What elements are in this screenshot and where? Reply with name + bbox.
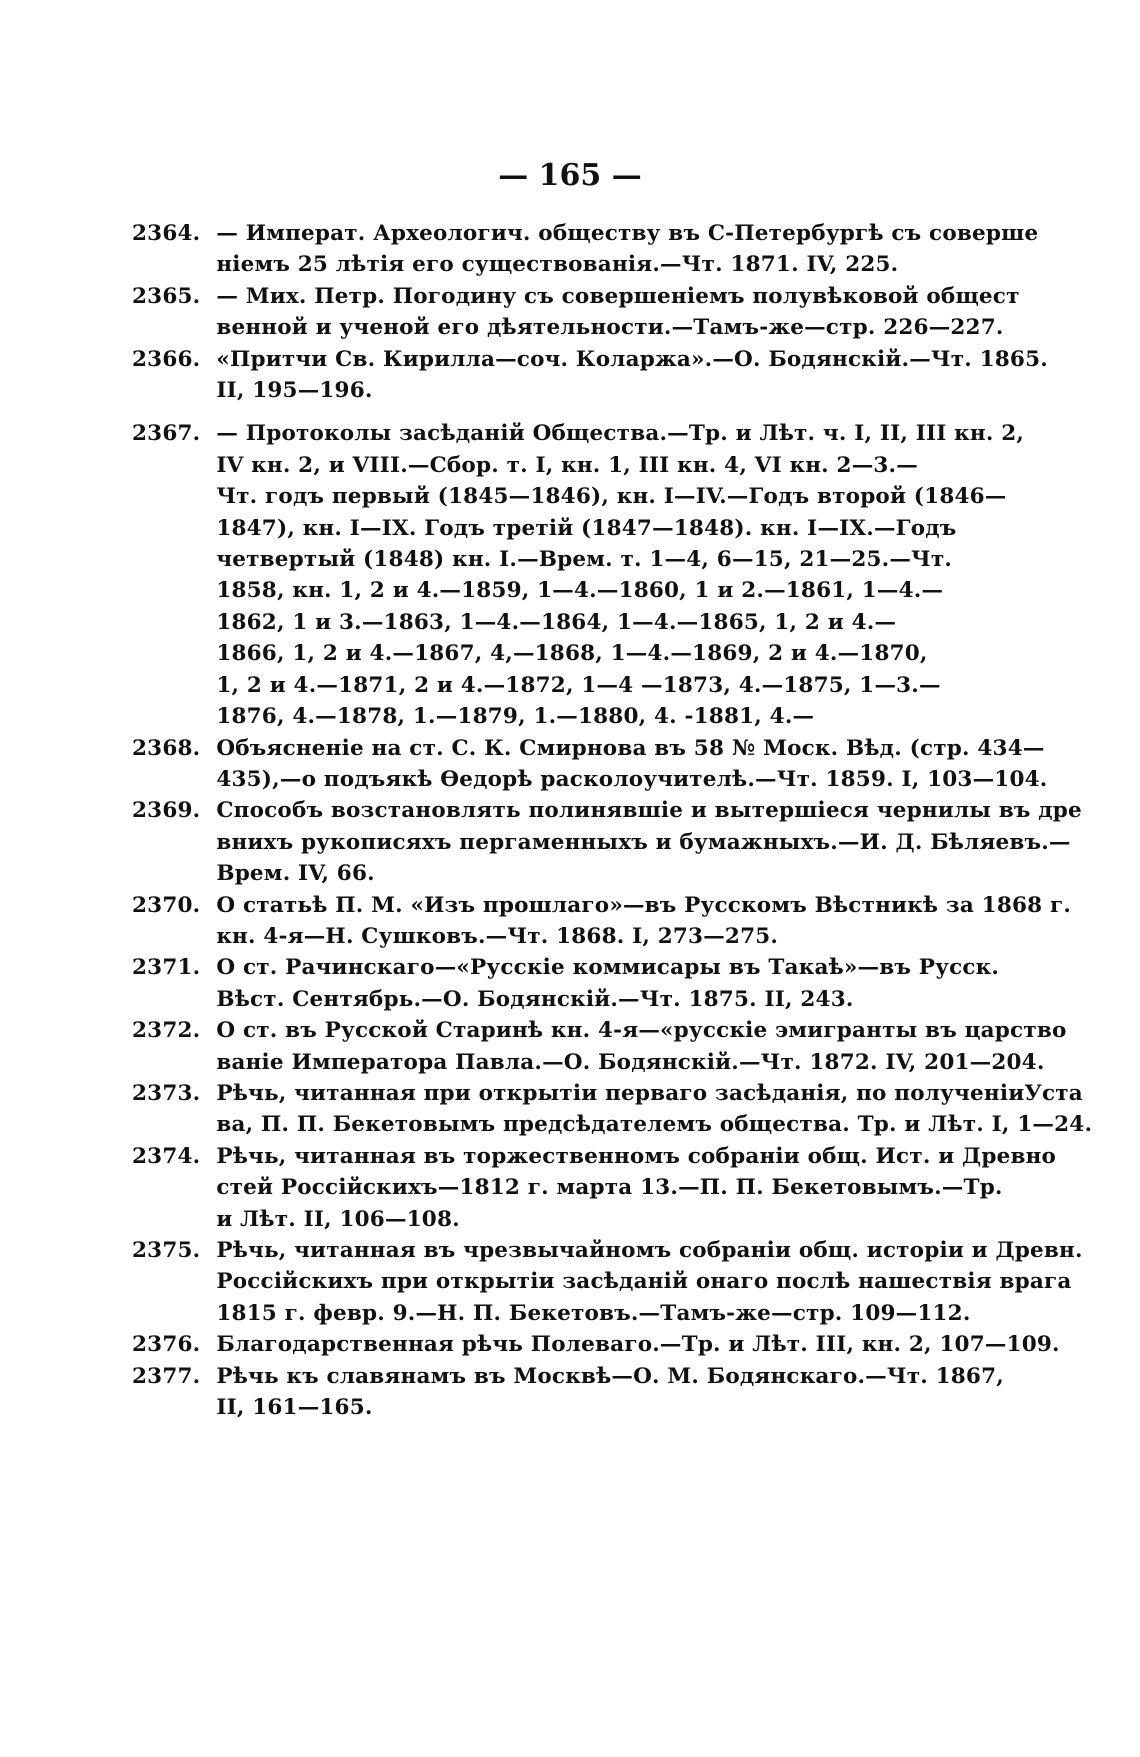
bibliography-entry	[132, 218, 1039, 281]
bibliography-entry	[132, 1015, 1067, 1078]
entry-line: 1815 г. февр. 9.—Н. П. Бекетовъ.—Тамъ-же—стр. 109—112.	[216, 1300, 971, 1326]
entry-text	[216, 418, 1024, 732]
entry-text	[216, 1361, 1004, 1424]
entry-line: четвертый (1848) кн. I.—Врем. т. 1—4, 6—15, 21—25.—Чт.	[216, 547, 953, 573]
entry-line: — Императ. Археологич. обществу въ С-Петербургѣ съ соверше	[216, 221, 1039, 246]
entry-line: 1858, кн. 1, 2 и 4.—1859, 1—4.—1860, 1 и 2.—1861, 1—4.—	[216, 578, 944, 604]
entry-line: Рѣчь, читанная при открытіи перваго засѣданія, по полученіиУста	[216, 1080, 1083, 1106]
entry-number: 2374.	[132, 1143, 201, 1169]
entry-line: О ст. Рачинскаго—«Русскіе коммисары въ Такаѣ»—въ Русск.	[216, 955, 1000, 981]
entry-line: 1866, 1, 2 и 4.—1867, 4,—1868, 1—4.—1869, 2 и 4.—1870,	[216, 641, 928, 667]
entry-text	[216, 733, 1047, 796]
entry-line: и Лѣт. II, 106—108.	[216, 1206, 460, 1232]
entry-line: Благодарственная рѣчь Полеваго.—Тр. и Лѣт. III, кн. 2, 107—109.	[216, 1332, 1060, 1358]
entry-number: 2369.	[132, 798, 201, 824]
entry-number: 2373.	[132, 1080, 201, 1106]
entry-text	[216, 1141, 1056, 1235]
entry-number: 2376.	[132, 1332, 201, 1358]
entry-line: Рѣчь, читанная въ чрезвычайномъ собраніи общ. исторіи и Древн.	[216, 1238, 1083, 1263]
bibliography-entry	[132, 344, 1048, 407]
entry-line: кн. 4-я—Н. Сушковъ.—Чт. 1868. I, 273—275.	[216, 923, 779, 949]
entry-line: Рѣчь, читанная въ торжественномъ собраніи общ. Ист. и Древно	[216, 1143, 1057, 1169]
entry-line: Рѣчь къ славянамъ въ Москвѣ—О. М. Бодянскаго.—Чт. 1867,	[216, 1363, 1004, 1389]
entry-line: внихъ рукописяхъ пергаменныхъ и бумажныхъ.—И. Д. Бѣляевъ.—	[216, 829, 1071, 855]
entry-text	[216, 281, 1019, 344]
entry-line: 1862, 1 и 3.—1863, 1—4.—1864, 1—4.—1865, 1, 2 и 4.—	[216, 609, 897, 635]
bibliography-entry	[132, 418, 1025, 732]
bibliography-entry	[132, 733, 1048, 796]
bibliography-entry	[132, 1141, 1057, 1235]
entry-line: 1876, 4.—1878, 1.—1879, 1.—1880, 4. -1881, 4.—	[216, 704, 815, 730]
entry-text	[216, 1235, 1082, 1329]
entry-number: 2368.	[132, 735, 201, 761]
entry-line: Чт. годъ первый (1845—1846), кн. I—IV.—Годъ второй (1846—	[216, 484, 1007, 510]
entry-text	[216, 952, 999, 1015]
entry-line: II, 161—165.	[216, 1395, 373, 1421]
entry-number: 2365.	[132, 283, 201, 309]
entry-number: 2370.	[132, 892, 201, 918]
entry-line: О ст. въ Русской Старинѣ кн. 4-я—«русскіе эмигранты въ царство	[216, 1018, 1067, 1044]
entry-line: Объясненіе на ст. С. К. Смирнова въ 58 № Моск. Вѣд. (стр. 434—	[216, 735, 1045, 761]
entry-text	[216, 1078, 1092, 1141]
entry-text	[216, 1015, 1066, 1078]
entry-number: 2372.	[132, 1018, 201, 1044]
bibliography-entry	[132, 1078, 1093, 1141]
entry-number: 2364.	[132, 221, 201, 246]
entry-line: ва, П. П. Бекетовымъ предсѣдателемъ общества. Тр. и Лѣт. I, 1—24.	[216, 1112, 1093, 1138]
entry-line: ніемъ 25 лѣтія его существованія.—Чт. 1871. IV, 225.	[216, 252, 899, 278]
entry-number: 2375.	[132, 1238, 201, 1263]
entry-line: 1847), кн. I—IX. Годъ третій (1847—1848). кн. I—IX.—Годъ	[216, 515, 957, 541]
bibliography-entry	[132, 281, 1020, 344]
entry-number: 2371.	[132, 955, 201, 981]
entry-line: 435),—о подъякѣ Ѳедорѣ расколоучителѣ.—Чт. 1859. I, 103—104.	[216, 766, 1048, 792]
entry-text	[216, 344, 1048, 407]
entries-list	[132, 218, 1093, 1423]
entry-line: стей Россійскихъ—1812 г. марта 13.—П. П. Бекетовымъ.—Тр.	[216, 1175, 1003, 1201]
entry-text	[216, 890, 1071, 953]
entry-text	[216, 218, 1038, 281]
entry-line: ваніе Императора Павла.—О. Бодянскій.—Чт. 1872. IV, 201—204.	[216, 1049, 1045, 1075]
entry-line: — Мих. Петр. Погодину съ совершеніемъ полувѣковой общест	[216, 283, 1020, 309]
entry-number: 2367.	[132, 421, 201, 447]
entry-line: О статьѣ П. М. «Изъ прошлаго»—въ Русскомъ Вѣстникѣ за 1868 г.	[216, 892, 1072, 918]
entry-line: II, 195—196.	[216, 378, 373, 404]
bibliography-entry	[132, 1361, 1004, 1424]
entry-line: Врем. IV, 66.	[216, 861, 375, 887]
entry-line: — Протоколы засѣданій Общества.—Тр. и Лѣт. ч. I, II, III кн. 2,	[216, 421, 1025, 447]
entry-line: Вѣст. Сентябрь.—О. Бодянскій.—Чт. 1875. II, 243.	[216, 986, 854, 1012]
entry-text	[216, 1329, 1059, 1360]
entry-text	[216, 795, 1082, 889]
entry-line: Способъ возстановлять полинявшіе и вытершіеся чернилы въ дре	[216, 798, 1082, 824]
entry-number: 2366.	[132, 346, 201, 372]
bibliography-entry	[132, 795, 1082, 889]
entry-line: 1, 2 и 4.—1871, 2 и 4.—1872, 1—4 —1873, 4.—1875, 1—3.—	[216, 672, 941, 698]
bibliography-entry	[132, 1235, 1083, 1329]
bibliography-entry	[132, 890, 1072, 953]
bibliography-entry	[132, 1329, 1060, 1360]
entry-line: IV кн. 2, и VIII.—Сбор. т. I, кн. 1, III кн. 4, VI кн. 2—3.—	[216, 452, 918, 478]
entry-line: Россійскихъ при открытіи засѣданій онаго послѣ нашествія врага	[216, 1269, 1072, 1295]
page-number: — 165 —	[498, 158, 642, 193]
bibliography-entry	[132, 952, 1000, 1015]
entry-line: венной и ученой его дѣятельности.—Тамъ-же—стр. 226—227.	[216, 315, 1004, 341]
entry-number: 2377.	[132, 1363, 201, 1389]
entry-line: «Притчи Св. Кирилла—соч. Коларжа».—О. Бодянскій.—Чт. 1865.	[216, 346, 1048, 372]
